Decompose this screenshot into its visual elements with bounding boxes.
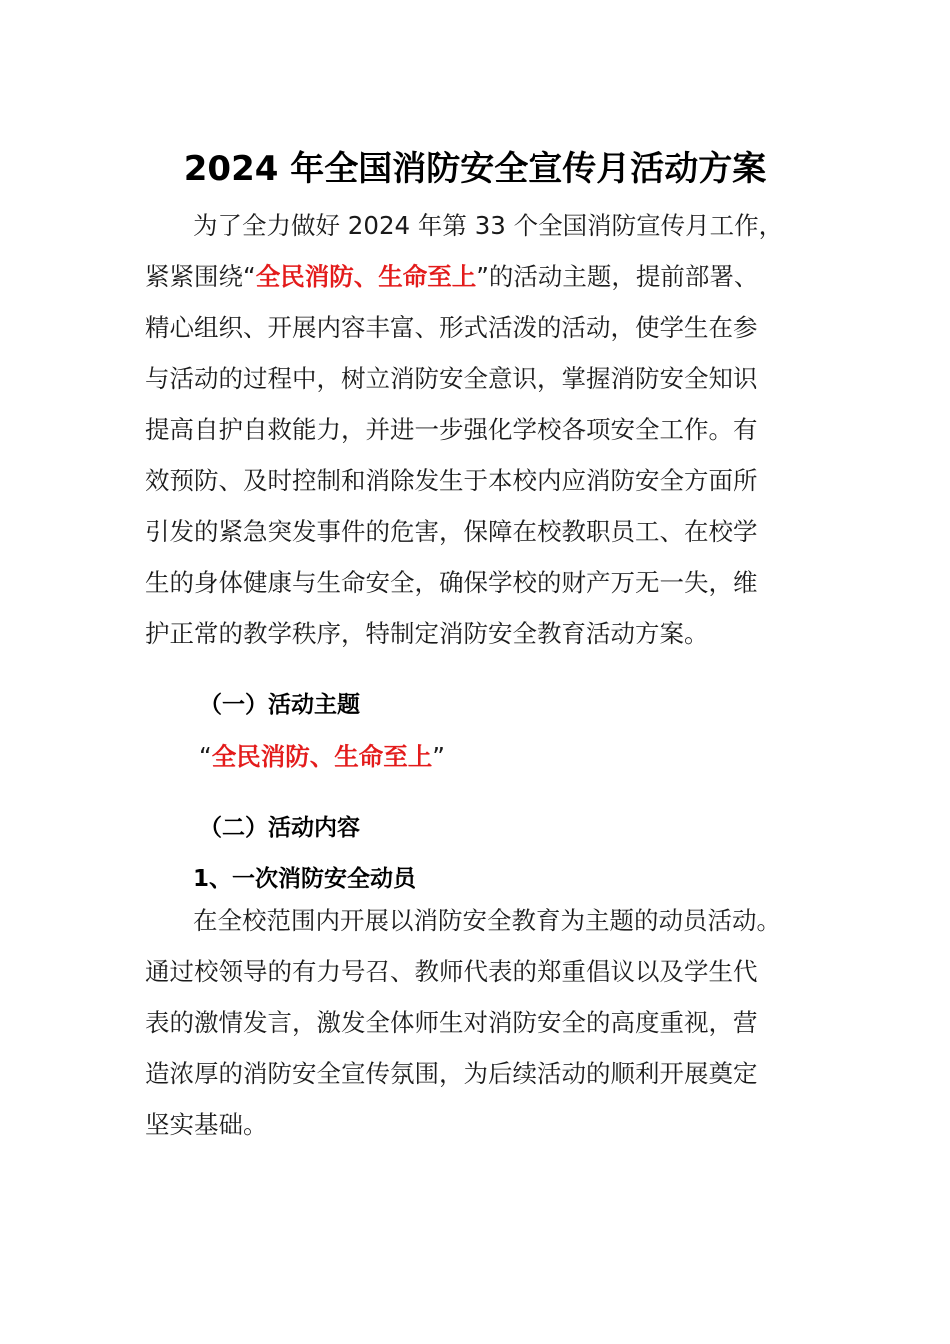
intro-line-2-pre: 紧紧围绕“	[145, 262, 256, 291]
intro-line-9: 护正常的教学秩序，特制定消防安全教育活动方案。	[145, 619, 709, 648]
item-1-line-3: 表的激情发言，激发全体师生对消防安全的高度重视，营	[145, 1008, 758, 1037]
intro-line-2	[145, 260, 758, 294]
intro-line-4: 与活动的过程中，树立消防安全意识，掌握消防安全知识	[145, 364, 758, 393]
document-title: 2024 年全国消防安全宣传月活动方案	[183, 149, 767, 189]
item-1-line-4: 造浓厚的消防安全宣传氛围，为后续活动的顺利开展奠定	[145, 1059, 758, 1088]
intro-line-8: 生的身体健康与生命安全，确保学校的财产万无一失，维	[145, 568, 758, 597]
intro-line-7: 引发的紧急突发事件的危害，保障在校教职员工、在校学	[145, 517, 758, 546]
theme-highlight: 全民消防、生命至上	[211, 742, 433, 771]
intro-line-1: 为了全力做好 2024 年第 33 个全国消防宣传月工作，	[193, 211, 784, 240]
intro-line-6: 效预防、及时控制和消除发生于本校内应消防安全方面所	[145, 466, 758, 495]
quote-close: ”	[432, 742, 445, 771]
item-1-line-1: 在全校范围内开展以消防安全教育为主题的动员活动。	[193, 906, 781, 935]
intro-theme-highlight: 全民消防、生命至上	[255, 262, 477, 291]
item-1-line-5: 坚实基础。	[145, 1110, 268, 1139]
quote-open: “	[199, 742, 212, 771]
item-1-heading: 1、一次消防安全动员	[193, 866, 417, 892]
item-1-line-2: 通过校领导的有力号召、教师代表的郑重倡议以及学生代	[145, 957, 758, 986]
section-1-heading: （一）活动主题	[199, 692, 360, 718]
intro-line-2-post: ”的活动主题，提前部署、	[476, 262, 759, 291]
section-2-heading: （二）活动内容	[199, 815, 360, 841]
section-1-theme	[199, 740, 445, 774]
intro-line-5: 提高自护自救能力，并进一步强化学校各项安全工作。有	[145, 415, 758, 444]
intro-line-3: 精心组织、开展内容丰富、形式活泼的活动，使学生在参	[145, 313, 758, 342]
